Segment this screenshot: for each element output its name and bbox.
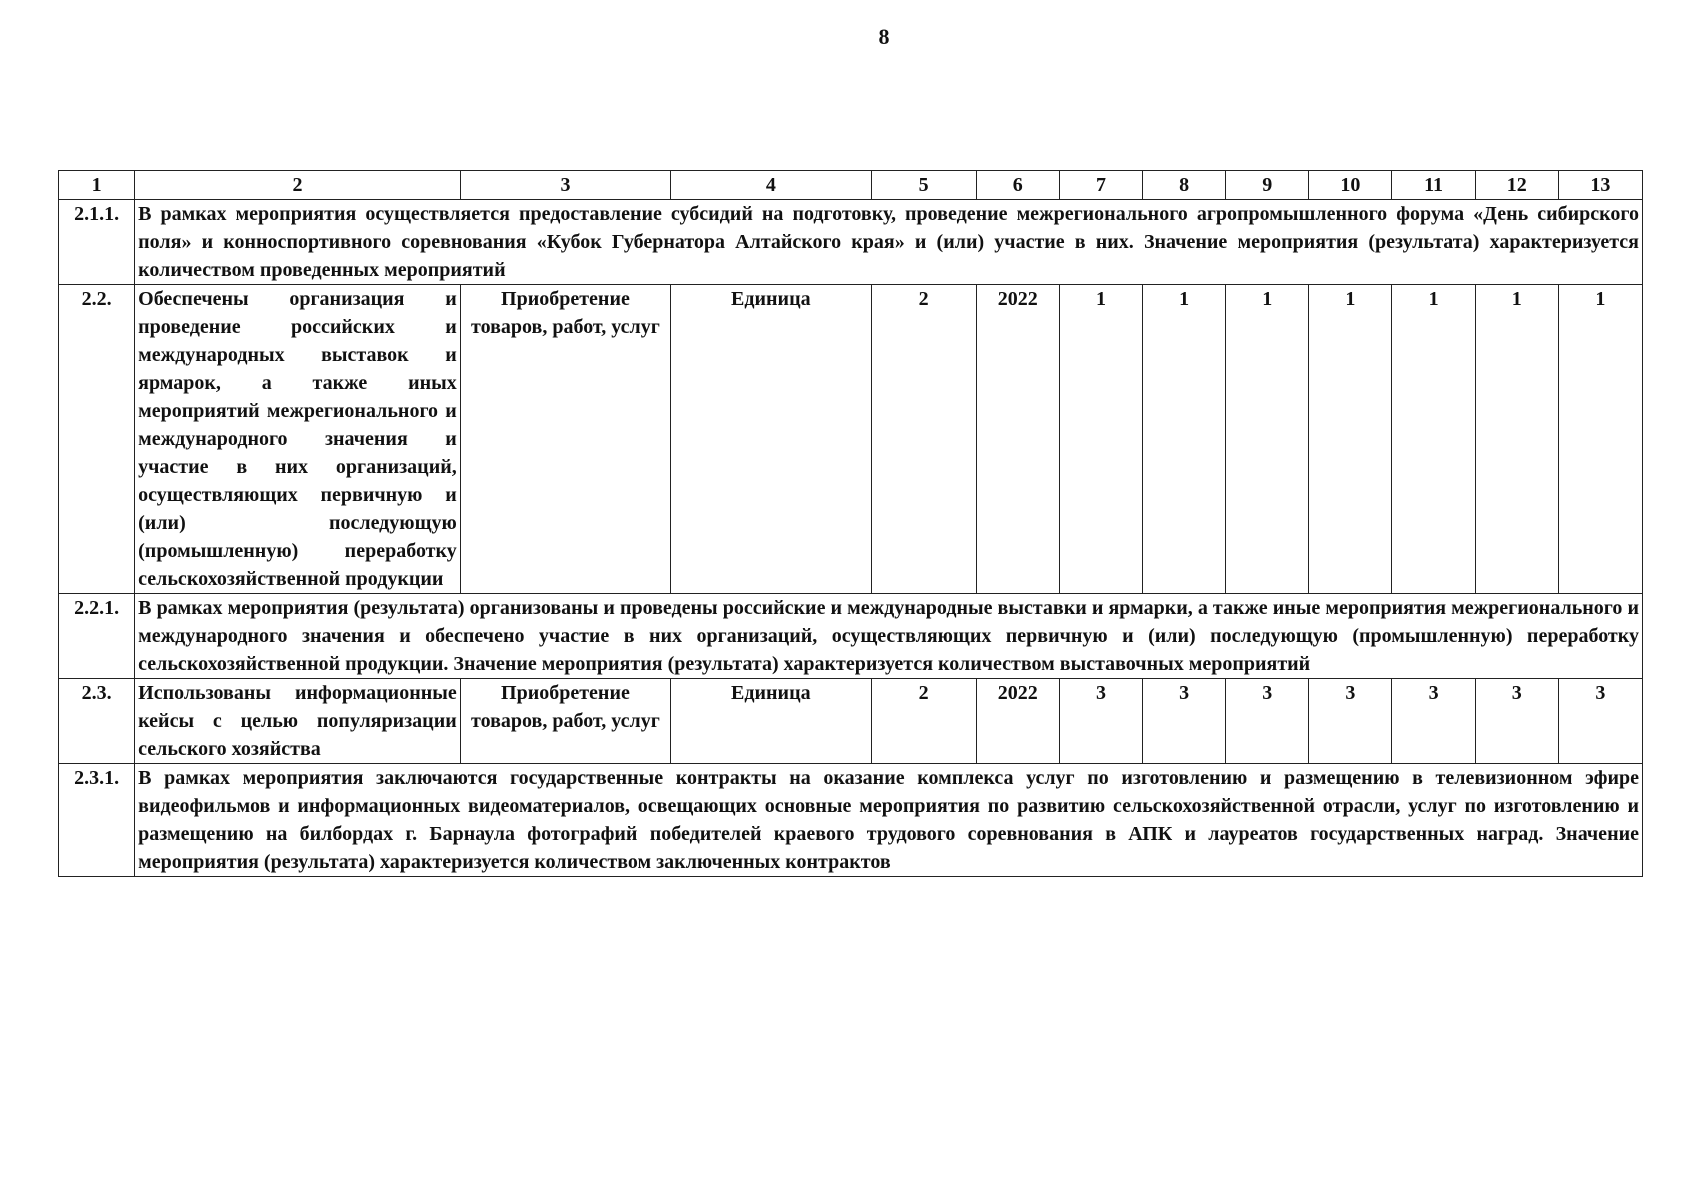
year-value: 1 <box>1475 285 1558 594</box>
year-value: 3 <box>1475 679 1558 764</box>
description-text: В рамках мероприятия заключаются государственные контракты на оказание комплекса услуг по изготовлению и размещению в телевизионном эфире видеофильмов и информационных видеоматериалов, освещающих основные мероприятия по развитию сельскохозяйственной отрасли, услуг по изготовлению и размещению на билбордах г. Барнаула фотографий победителей краевого трудового соревнования в АПК и лауреатов государственных наград. Значение мероприятия (результата) характеризуется количеством заключенных контрактов <box>135 764 1643 877</box>
year-value: 1 <box>1558 285 1642 594</box>
column-header: 11 <box>1392 171 1475 200</box>
column-header: 1 <box>59 171 135 200</box>
column-header: 5 <box>871 171 976 200</box>
table-header-row <box>59 171 1643 200</box>
base-value: 2 <box>871 285 976 594</box>
row-number: 2.2. <box>59 285 135 594</box>
base-year: 2022 <box>976 285 1059 594</box>
table-row <box>59 679 1643 764</box>
column-header: 13 <box>1558 171 1642 200</box>
result-name: Использованы информационные кейсы с целью популяризации сельского хозяйства <box>135 679 461 764</box>
description-text: В рамках мероприятия (результата) организованы и проведены российские и международные выставки и ярмарки, а также иные мероприятия межрегионального и международного значения и обеспечено участие в них организаций, осуществляющих первичную и (или) последующую (промышленную) переработку сельскохозяйственной продукции. Значение мероприятия (результата) характеризуется количеством выставочных мероприятий <box>135 594 1643 679</box>
column-header: 2 <box>135 171 461 200</box>
year-value: 1 <box>1143 285 1226 594</box>
row-number: 2.2.1. <box>59 594 135 679</box>
year-value: 1 <box>1226 285 1309 594</box>
year-value: 1 <box>1309 285 1392 594</box>
year-value: 1 <box>1059 285 1142 594</box>
column-header: 3 <box>460 171 670 200</box>
base-year: 2022 <box>976 679 1059 764</box>
column-header: 4 <box>671 171 871 200</box>
column-header: 10 <box>1309 171 1392 200</box>
unit-of-measure: Единица <box>671 679 871 764</box>
description-row <box>59 594 1643 679</box>
column-header: 7 <box>1059 171 1142 200</box>
result-name: Обеспечены организация и проведение российских и международных выставок и ярмарок, а также иных мероприятий межрегионального и международного значения и участие в них организаций, осуществляющих первичную и (или) последующую (промышленную) переработку сельскохозяйственной продукции <box>135 285 461 594</box>
description-row <box>59 764 1643 877</box>
column-header: 6 <box>976 171 1059 200</box>
column-header: 8 <box>1143 171 1226 200</box>
column-header: 12 <box>1475 171 1558 200</box>
result-type: Приобретение товаров, работ, услуг <box>460 679 670 764</box>
year-value: 3 <box>1226 679 1309 764</box>
description-text: В рамках мероприятия осуществляется предоставление субсидий на подготовку, проведение межрегионального агропромышленного форума «День сибирского поля» и конноспортивного соревнования «Кубок Губернатора Алтайского края» и (или) участие в них. Значение мероприятия (результата) характеризуется количеством проведенных мероприятий <box>135 200 1643 285</box>
row-number: 2.1.1. <box>59 200 135 285</box>
base-value: 2 <box>871 679 976 764</box>
row-number: 2.3. <box>59 679 135 764</box>
table-row <box>59 285 1643 594</box>
indicators-table <box>58 170 1643 877</box>
year-value: 3 <box>1059 679 1142 764</box>
year-value: 3 <box>1143 679 1226 764</box>
description-row <box>59 200 1643 285</box>
year-value: 3 <box>1309 679 1392 764</box>
unit-of-measure: Единица <box>671 285 871 594</box>
year-value: 1 <box>1392 285 1475 594</box>
column-header: 9 <box>1226 171 1309 200</box>
year-value: 3 <box>1392 679 1475 764</box>
year-value: 3 <box>1558 679 1642 764</box>
result-type: Приобретение товаров, работ, услуг <box>460 285 670 594</box>
row-number: 2.3.1. <box>59 764 135 877</box>
page-number: 8 <box>878 24 890 49</box>
